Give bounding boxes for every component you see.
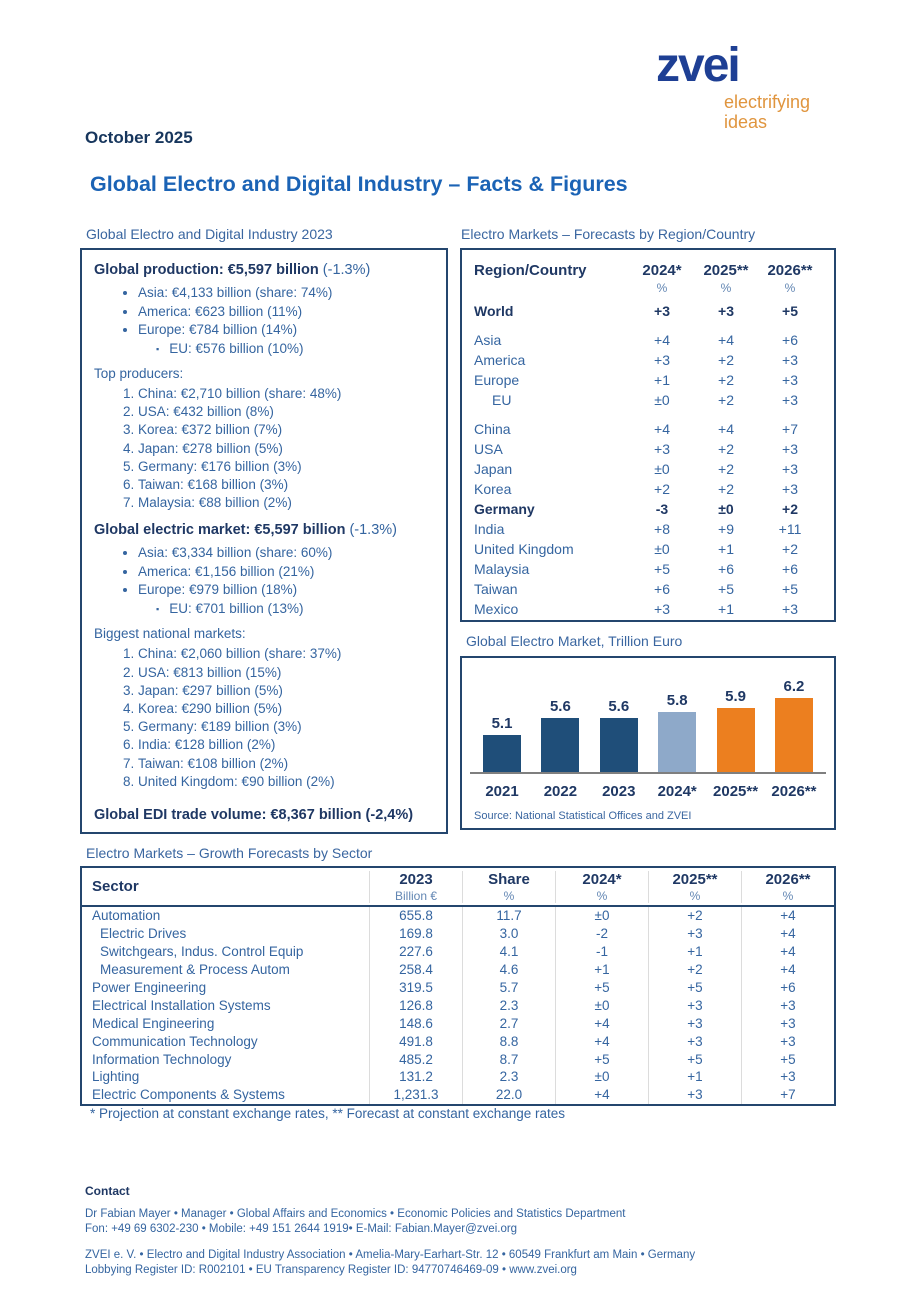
region-value: +1 bbox=[718, 541, 734, 557]
bar bbox=[541, 718, 579, 772]
header-top: Share bbox=[488, 871, 530, 888]
tagline-line-1: electrifying bbox=[724, 92, 811, 112]
region-value: +3 bbox=[782, 441, 798, 457]
global-production-change: (-1.3%) bbox=[322, 262, 371, 278]
region-name: United Kingdom bbox=[474, 541, 574, 557]
sector-value: +5 bbox=[648, 1050, 741, 1068]
column-header bbox=[741, 871, 834, 903]
header-unit: Billion € bbox=[394, 889, 438, 903]
region-value: +6 bbox=[782, 332, 798, 348]
sector-value: +3 bbox=[741, 1068, 834, 1086]
market-eu-subitem bbox=[92, 600, 436, 619]
region-name: China bbox=[474, 421, 511, 437]
region-value: +3 bbox=[782, 352, 798, 368]
region-row bbox=[474, 370, 822, 390]
sector-value: +3 bbox=[648, 1086, 741, 1104]
region-row bbox=[474, 330, 822, 350]
region-value: +2 bbox=[718, 441, 734, 457]
region-value: +5 bbox=[654, 561, 670, 577]
unit-label: % bbox=[784, 281, 796, 295]
region-value: +1 bbox=[718, 601, 734, 617]
region-value: +6 bbox=[782, 561, 798, 577]
sector-table-body bbox=[82, 907, 834, 1104]
electric-market-heading bbox=[94, 522, 436, 538]
sector-name: Electrical Installation Systems bbox=[92, 997, 271, 1013]
square-bullet-icon: ▪ bbox=[156, 603, 160, 614]
header-top: 2024* bbox=[582, 871, 622, 888]
sector-row bbox=[82, 943, 834, 961]
sector-value: +3 bbox=[648, 1014, 741, 1032]
list-item: • America: €1,156 billion (21%) bbox=[138, 563, 436, 582]
bar-category-label: 2025** bbox=[713, 783, 759, 800]
sector-table-header-row bbox=[82, 868, 834, 907]
region-value: +5 bbox=[782, 303, 798, 319]
bar-group bbox=[710, 688, 762, 772]
contact-block bbox=[85, 1184, 695, 1289]
sector-value: 485.2 bbox=[369, 1050, 462, 1068]
list-item: • America: €623 billion (11%) bbox=[138, 303, 436, 322]
sector-value: 169.8 bbox=[369, 925, 462, 943]
region-value: +2 bbox=[718, 372, 734, 388]
list-item: 6. Taiwan: €168 billion (3%) bbox=[138, 476, 436, 494]
list-item: 5. Germany: €176 billion (3%) bbox=[138, 458, 436, 476]
region-value: +9 bbox=[718, 521, 734, 537]
sector-row bbox=[82, 1014, 834, 1032]
contact-person-group bbox=[85, 1207, 695, 1237]
bar-category-label: 2021 bbox=[485, 783, 519, 800]
sector-name: Measurement & Process Autom bbox=[100, 962, 290, 978]
unit-label: % bbox=[656, 281, 668, 295]
region-name: USA bbox=[474, 441, 503, 457]
region-table-heading: Electro Markets – Forecasts by Region/Country bbox=[461, 226, 756, 242]
sector-value: +1 bbox=[648, 1068, 741, 1086]
page-title: Global Electro and Digital Industry – Facts & Figures bbox=[90, 172, 628, 196]
chart-x-axis-labels bbox=[476, 783, 820, 800]
bar-value-label: 5.8 bbox=[666, 692, 688, 709]
header-unit: % bbox=[503, 889, 515, 903]
bar-category-label: 2026** bbox=[771, 783, 817, 800]
header-unit: % bbox=[782, 889, 794, 903]
sector-value: +3 bbox=[648, 925, 741, 943]
list-item: 5. Germany: €189 billion (3%) bbox=[138, 718, 436, 736]
column-header bbox=[369, 871, 462, 903]
bar-value-label: 5.6 bbox=[549, 698, 571, 715]
region-row bbox=[474, 579, 822, 599]
sector-value: 1,231.3 bbox=[369, 1086, 462, 1104]
document-date: October 2025 bbox=[85, 128, 193, 147]
sector-value: +2 bbox=[648, 961, 741, 979]
region-value: +2 bbox=[782, 501, 798, 517]
region-value: +3 bbox=[654, 601, 670, 617]
sector-value: +3 bbox=[741, 1032, 834, 1050]
sector-value: 2.3 bbox=[462, 1068, 555, 1086]
sector-value: +3 bbox=[741, 1014, 834, 1032]
contact-heading: Contact bbox=[85, 1184, 130, 1198]
sector-value: 131.2 bbox=[369, 1068, 462, 1086]
sector-value: -1 bbox=[555, 943, 648, 961]
region-name: India bbox=[474, 521, 505, 537]
sector-name: Communication Technology bbox=[92, 1033, 258, 1049]
list-item: 2. USA: €432 billion (8%) bbox=[138, 403, 436, 421]
region-row bbox=[474, 439, 822, 459]
sector-value: 4.6 bbox=[462, 961, 555, 979]
bar-group bbox=[593, 698, 645, 772]
list-item: 4. Korea: €290 billion (5%) bbox=[138, 700, 436, 718]
list-item: 4. Japan: €278 billion (5%) bbox=[138, 440, 436, 458]
sector-row bbox=[82, 979, 834, 997]
region-value: +3 bbox=[782, 392, 798, 408]
sector-value: +4 bbox=[741, 925, 834, 943]
region-value: +2 bbox=[718, 481, 734, 497]
region-name: America bbox=[474, 352, 526, 368]
region-row bbox=[474, 390, 822, 410]
region-value: +4 bbox=[654, 421, 670, 437]
sector-value: +4 bbox=[555, 1086, 648, 1104]
sector-value: 3.0 bbox=[462, 925, 555, 943]
sector-name: Electric Drives bbox=[100, 926, 187, 942]
list-item: 8. United Kingdom: €90 billion (2%) bbox=[138, 773, 436, 791]
bar-group bbox=[651, 692, 703, 772]
region-value: +3 bbox=[654, 303, 670, 319]
table-footnote: * Projection at constant exchange rates, ** Forecast at constant exchange rates bbox=[90, 1106, 566, 1121]
sector-name: Information Technology bbox=[92, 1051, 232, 1067]
region-row bbox=[474, 519, 822, 539]
region-value: +2 bbox=[718, 392, 734, 408]
header-top: Sector bbox=[92, 878, 139, 895]
left-section-heading: Global Electro and Digital Industry 2023 bbox=[86, 226, 333, 242]
header-unit: % bbox=[689, 889, 701, 903]
region-value: +3 bbox=[782, 372, 798, 388]
sector-value: 148.6 bbox=[369, 1014, 462, 1032]
national-markets-list bbox=[92, 645, 436, 791]
sector-value: +4 bbox=[555, 1032, 648, 1050]
sector-value: 655.8 bbox=[369, 907, 462, 925]
region-name: Korea bbox=[474, 481, 512, 497]
bar-category-label: 2023 bbox=[602, 783, 636, 800]
global-production-bold: Global production: €5,597 billion bbox=[94, 262, 319, 278]
sector-value: 258.4 bbox=[369, 961, 462, 979]
sector-value: +4 bbox=[555, 1014, 648, 1032]
electric-market-change: (-1.3%) bbox=[349, 522, 397, 539]
sector-value: 2.3 bbox=[462, 996, 555, 1014]
region-value: +4 bbox=[718, 332, 734, 348]
industry-2023-box bbox=[80, 248, 448, 834]
sector-row bbox=[82, 907, 834, 925]
list-item: 6. India: €128 billion (2%) bbox=[138, 736, 436, 754]
region-value: +5 bbox=[782, 581, 798, 597]
sector-value: 11.7 bbox=[462, 907, 555, 925]
sector-value: +1 bbox=[648, 943, 741, 961]
region-value: +3 bbox=[654, 441, 670, 457]
sector-value: +1 bbox=[555, 961, 648, 979]
list-item: • Asia: €4,133 billion (share: 74%) bbox=[138, 284, 436, 303]
sector-value: +5 bbox=[648, 979, 741, 997]
region-row bbox=[474, 499, 822, 519]
list-item: 2. USA: €813 billion (15%) bbox=[138, 664, 436, 682]
region-row bbox=[474, 479, 822, 499]
sector-table-heading: Electro Markets – Growth Forecasts by Sector bbox=[86, 845, 373, 861]
national-markets-label: Biggest national markets: bbox=[94, 626, 246, 642]
list-item: 3. Korea: €372 billion (7%) bbox=[138, 421, 436, 439]
zvei-logo-tagline bbox=[724, 92, 810, 132]
region-value: +11 bbox=[778, 521, 802, 537]
global-production-heading bbox=[94, 262, 436, 278]
tagline-line-2: ideas bbox=[724, 112, 768, 132]
sector-value: +2 bbox=[648, 907, 741, 925]
region-name: EU bbox=[492, 392, 512, 408]
list-item: 1. China: €2,710 billion (share: 48%) bbox=[138, 385, 436, 403]
region-row bbox=[474, 301, 822, 321]
sector-name: Lighting bbox=[92, 1069, 140, 1085]
list-item: 7. Malaysia: €88 billion (2%) bbox=[138, 494, 436, 512]
bar-value-label: 5.1 bbox=[491, 715, 513, 732]
chart-source-note: Source: National Statistical Offices and ZVEI bbox=[474, 810, 692, 822]
chart-bars-area bbox=[476, 672, 820, 772]
bar-group bbox=[534, 698, 586, 772]
region-table-unit-row bbox=[474, 281, 822, 295]
region-value: +1 bbox=[654, 372, 670, 388]
year-header: 2025** bbox=[703, 262, 749, 279]
list-item: 1. China: €2,060 billion (share: 37%) bbox=[138, 645, 436, 663]
region-name: Mexico bbox=[474, 601, 519, 617]
header-top: 2026** bbox=[765, 871, 811, 888]
region-value: +3 bbox=[782, 601, 798, 617]
region-value: +3 bbox=[782, 461, 798, 477]
zvei-logo bbox=[656, 40, 810, 132]
region-name: Europe bbox=[474, 372, 520, 388]
region-row bbox=[474, 350, 822, 370]
bar-category-label: 2022 bbox=[543, 783, 578, 800]
edi-trade-volume: Global EDI trade volume: €8,367 billion (-2,4%) bbox=[94, 807, 414, 824]
region-value: +2 bbox=[782, 541, 798, 557]
contact-person-line: Dr Fabian Mayer • Manager • Global Affairs and Economics • Economic Policies and Statistics Department bbox=[85, 1208, 626, 1220]
chart-x-axis bbox=[470, 772, 826, 774]
region-value: +3 bbox=[718, 303, 734, 319]
bar-value-label: 5.9 bbox=[725, 688, 746, 705]
bar-value-label: 6.2 bbox=[783, 678, 805, 695]
top-producers-list bbox=[92, 385, 436, 512]
header-top: 2023 bbox=[399, 871, 433, 888]
top-producers-label: Top producers: bbox=[94, 366, 184, 381]
contact-register-line: Lobbying Register ID: R002101 • EU Transparency Register ID: 94770746469-09 • www.zvei.org bbox=[85, 1264, 577, 1276]
bar-group bbox=[476, 715, 528, 772]
sector-value: +3 bbox=[648, 996, 741, 1014]
bar bbox=[775, 698, 813, 772]
region-row bbox=[474, 459, 822, 479]
sector-value: -2 bbox=[555, 925, 648, 943]
sector-value: ±0 bbox=[555, 996, 648, 1014]
sector-row bbox=[82, 996, 834, 1014]
region-table-body bbox=[474, 301, 822, 619]
region-name: Japan bbox=[474, 461, 513, 477]
column-header bbox=[462, 871, 555, 903]
sector-value: ±0 bbox=[555, 1068, 648, 1086]
list-item: 7. Taiwan: €108 billion (2%) bbox=[138, 755, 436, 773]
sector-value: 8.8 bbox=[462, 1032, 555, 1050]
region-value: +4 bbox=[654, 332, 670, 348]
column-header bbox=[648, 871, 741, 903]
region-name: Germany bbox=[474, 501, 535, 517]
sector-name: Automation bbox=[92, 908, 161, 924]
sector-value: 5.7 bbox=[462, 979, 555, 997]
bar bbox=[600, 718, 638, 772]
region-row bbox=[474, 419, 822, 439]
sector-value: +5 bbox=[741, 1050, 834, 1068]
sector-row bbox=[82, 961, 834, 979]
sector-name: Medical Engineering bbox=[92, 1015, 215, 1031]
chart-heading: Global Electro Market, Trillion Euro bbox=[466, 633, 683, 649]
spacer bbox=[474, 281, 630, 295]
contact-address-line: ZVEI e. V. • Electro and Digital Industry Association • Amelia-Mary-Earhart-Str. 12 • 60549 Frankfurt am Main • Germany bbox=[85, 1249, 696, 1261]
sector-value: +5 bbox=[555, 979, 648, 997]
region-name: Malaysia bbox=[474, 561, 530, 577]
sector-name: Electric Components & Systems bbox=[92, 1087, 285, 1103]
header-top: 2025** bbox=[672, 871, 718, 888]
list-item: • Europe: €979 billion (18%) bbox=[138, 581, 436, 600]
sector-value: +5 bbox=[555, 1050, 648, 1068]
region-value: +4 bbox=[718, 421, 734, 437]
sector-value: +3 bbox=[648, 1032, 741, 1050]
bar-value-label: 5.6 bbox=[608, 698, 630, 715]
region-value: +2 bbox=[654, 481, 670, 497]
bar-category-label: 2024* bbox=[657, 783, 697, 800]
bar bbox=[717, 708, 755, 772]
sector-column-header bbox=[82, 871, 369, 903]
region-name: World bbox=[474, 303, 514, 319]
bar bbox=[483, 735, 521, 772]
sector-row bbox=[82, 1050, 834, 1068]
year-header: 2026** bbox=[767, 262, 813, 279]
contact-phone-line: Fon: +49 69 6302-230 • Mobile: +49 151 2644 1919• E-Mail: Fabian.Mayer@zvei.org bbox=[85, 1223, 518, 1235]
region-value: +5 bbox=[718, 581, 734, 597]
global-electro-market-chart bbox=[460, 656, 836, 830]
bar-group bbox=[768, 678, 820, 772]
region-row bbox=[474, 539, 822, 559]
sector-value: 2.7 bbox=[462, 1014, 555, 1032]
sector-value: +4 bbox=[741, 961, 834, 979]
electric-market-bold: Global electric market: €5,597 billion bbox=[94, 522, 346, 539]
sector-forecast-table bbox=[80, 866, 836, 1106]
header-unit: % bbox=[596, 889, 608, 903]
subitem-text: EU: €576 billion (10%) bbox=[169, 340, 304, 356]
list-item: 3. Japan: €297 billion (5%) bbox=[138, 682, 436, 700]
region-row bbox=[474, 599, 822, 619]
sector-row bbox=[82, 1086, 834, 1104]
region-value: +3 bbox=[654, 352, 670, 368]
sector-value: 8.7 bbox=[462, 1050, 555, 1068]
sector-value: +4 bbox=[741, 907, 834, 925]
sector-value: 4.1 bbox=[462, 943, 555, 961]
contact-org-group bbox=[85, 1248, 695, 1278]
region-value: +7 bbox=[782, 421, 798, 437]
region-table-header-row bbox=[474, 262, 822, 279]
sector-value: 227.6 bbox=[369, 943, 462, 961]
production-region-list bbox=[92, 284, 436, 340]
region-forecast-table bbox=[460, 248, 836, 622]
subitem-text: EU: €701 billion (13%) bbox=[169, 600, 304, 616]
region-country-header: Region/Country bbox=[474, 262, 587, 279]
region-name: Taiwan bbox=[474, 581, 518, 597]
region-value: ±0 bbox=[654, 461, 670, 477]
sector-value: 319.5 bbox=[369, 979, 462, 997]
sector-name: Power Engineering bbox=[92, 980, 207, 995]
region-value: +6 bbox=[718, 561, 734, 577]
region-value: ±0 bbox=[654, 392, 670, 408]
region-value: +2 bbox=[718, 352, 734, 368]
sector-name: Switchgears, Indus. Control Equip bbox=[100, 944, 304, 960]
market-region-list bbox=[92, 544, 436, 600]
sector-value: ±0 bbox=[555, 907, 648, 925]
sector-row bbox=[82, 1068, 834, 1086]
region-value: +2 bbox=[718, 461, 734, 477]
region-value: +3 bbox=[782, 481, 798, 497]
region-name: Asia bbox=[474, 332, 502, 348]
list-item: • Europe: €784 billion (14%) bbox=[138, 321, 436, 340]
region-value: ±0 bbox=[654, 541, 670, 557]
region-value: +6 bbox=[654, 581, 670, 597]
column-header bbox=[555, 871, 648, 903]
region-value: -3 bbox=[655, 501, 669, 517]
region-value: ±0 bbox=[718, 501, 734, 517]
region-value: +8 bbox=[654, 521, 670, 537]
zvei-logo-wordmark: zvei bbox=[656, 39, 739, 92]
sector-value: +6 bbox=[741, 979, 834, 997]
sector-value: 491.8 bbox=[369, 1032, 462, 1050]
sector-value: +3 bbox=[741, 996, 834, 1014]
region-row bbox=[474, 559, 822, 579]
production-eu-subitem bbox=[92, 340, 436, 359]
sector-row bbox=[82, 1032, 834, 1050]
sector-value: 22.0 bbox=[462, 1086, 555, 1104]
sector-value: +4 bbox=[741, 943, 834, 961]
bar bbox=[658, 712, 696, 772]
square-bullet-icon: ▪ bbox=[156, 343, 160, 354]
year-header: 2024* bbox=[642, 262, 682, 279]
unit-label: % bbox=[720, 281, 732, 295]
list-item: • Asia: €3,334 billion (share: 60%) bbox=[138, 544, 436, 563]
sector-row bbox=[82, 925, 834, 943]
sector-value: 126.8 bbox=[369, 996, 462, 1014]
sector-value: +7 bbox=[741, 1086, 834, 1104]
